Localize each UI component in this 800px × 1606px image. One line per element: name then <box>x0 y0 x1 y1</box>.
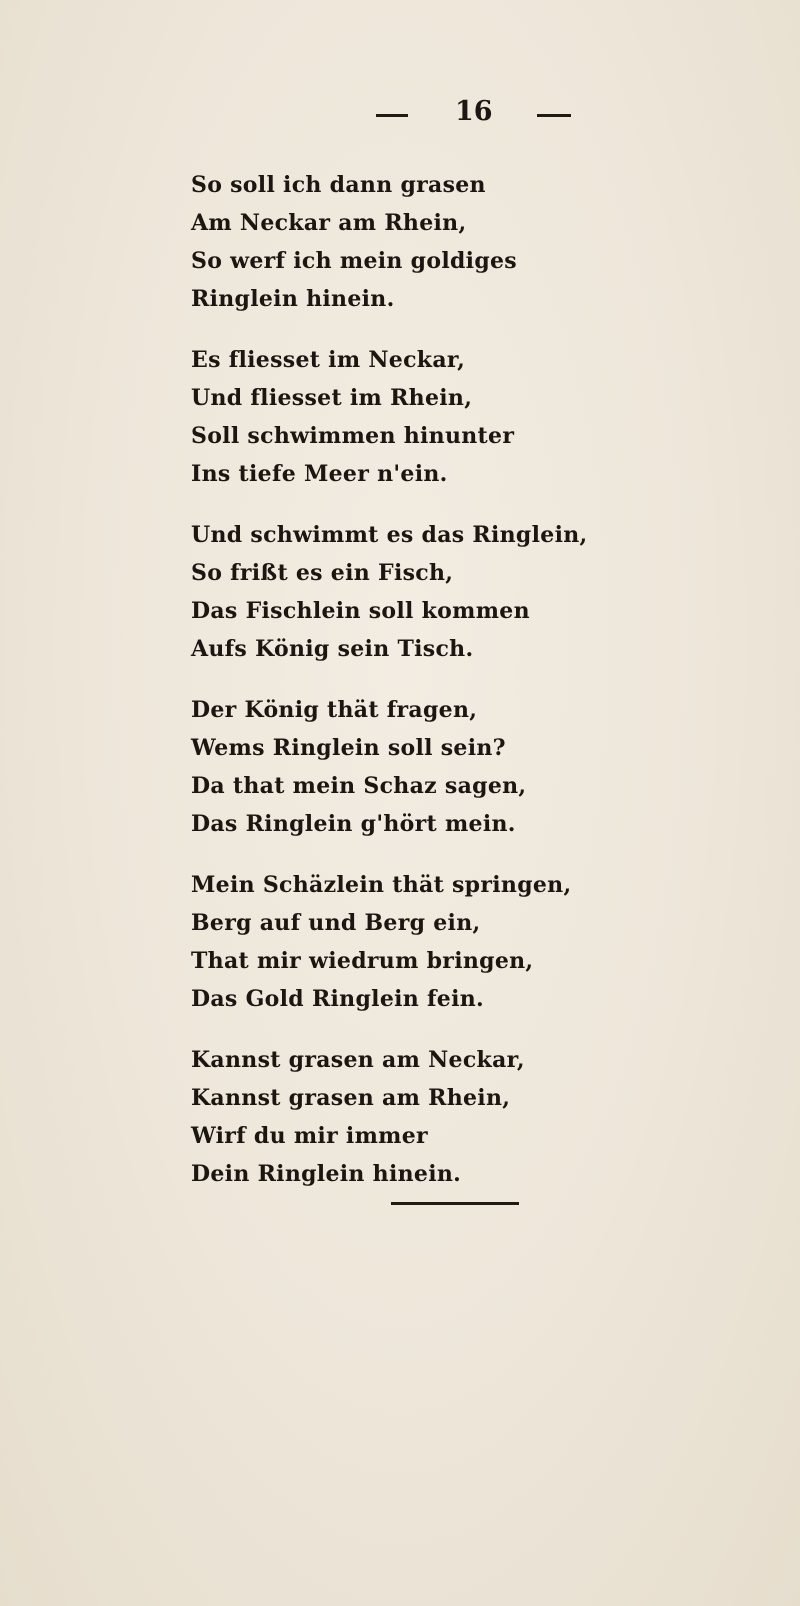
verse-line: Der König thät fragen, <box>191 697 478 723</box>
verse-line: Dein Ringlein hinein. <box>191 1161 462 1187</box>
verse-line: Da that mein Schaz sagen, <box>191 773 527 799</box>
verse-line: That mir wiedrum bringen, <box>191 948 534 974</box>
verse-line: Kannst grasen am Rhein, <box>191 1085 511 1111</box>
page-header <box>0 92 800 132</box>
header-dash-right <box>537 114 571 117</box>
verse-line: Und fliesset im Rhein, <box>191 385 473 411</box>
header-dash-left <box>376 114 408 117</box>
verse-line: Es fliesset im Neckar, <box>191 347 466 373</box>
verse-line: Das Ringlein g'hört mein. <box>191 811 516 837</box>
verse-line: Ins tiefe Meer n'ein. <box>191 461 448 487</box>
verse-line: Mein Schäzlein thät springen, <box>191 872 572 898</box>
verse-line: Und schwimmt es das Ringlein, <box>191 522 588 548</box>
stanza-6 <box>191 1041 591 1193</box>
stanza-5 <box>191 866 591 1018</box>
verse-line: So soll ich dann grasen <box>191 172 486 198</box>
verse-line: So werf ich mein goldiges <box>191 248 517 274</box>
verse-line: Soll schwimmen hinunter <box>191 423 515 449</box>
stanza-1 <box>191 166 591 318</box>
verse-line: Berg auf und Berg ein, <box>191 910 481 936</box>
verse-line: Ringlein hinein. <box>191 286 395 312</box>
verse-line: Am Neckar am Rhein, <box>191 210 467 236</box>
stanza-3 <box>191 516 591 668</box>
verse-line: Wems Ringlein soll sein? <box>191 735 506 761</box>
verse-line: Aufs König sein Tisch. <box>191 636 474 662</box>
page-number: 16 <box>455 96 493 127</box>
end-rule <box>391 1202 519 1205</box>
verse-line: Das Fischlein soll kommen <box>191 598 530 624</box>
stanza-4 <box>191 691 591 843</box>
verse-line: Kannst grasen am Neckar, <box>191 1047 525 1073</box>
stanza-2 <box>191 341 591 493</box>
verse-line: So frißt es ein Fisch, <box>191 560 454 586</box>
verse-line: Das Gold Ringlein fein. <box>191 986 484 1012</box>
poem-body <box>191 166 591 1216</box>
verse-line: Wirf du mir immer <box>191 1123 428 1149</box>
